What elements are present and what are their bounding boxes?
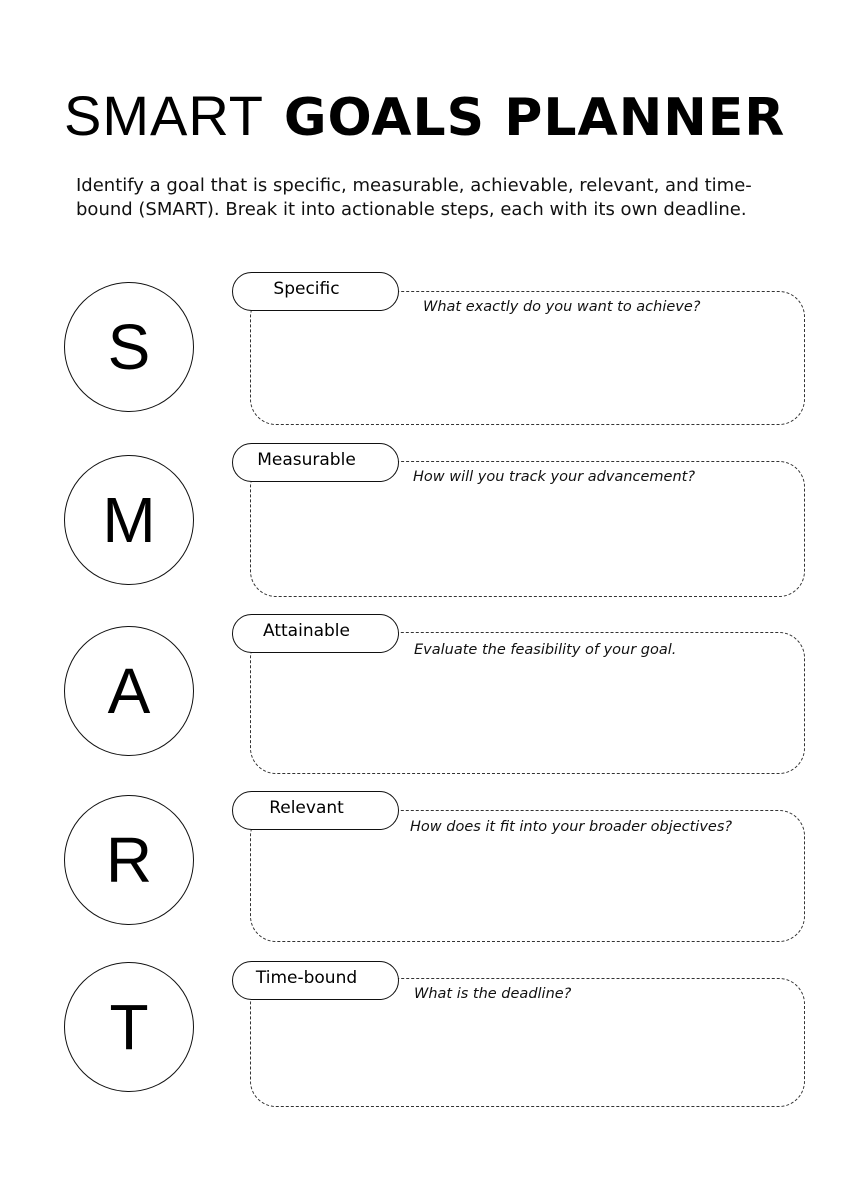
letter-circle-m <box>64 455 194 585</box>
letter-r: R <box>105 824 153 896</box>
label-attainable: Attainable <box>263 620 350 641</box>
label-relevant: Relevant <box>269 797 344 818</box>
page-title <box>64 84 785 150</box>
letter-circle-s <box>64 282 194 412</box>
letter-m: M <box>102 484 156 556</box>
prompt-attainable: Evaluate the feasibility of your goal. <box>414 642 677 658</box>
prompt-time-bound: What is the deadline? <box>414 986 572 1002</box>
letter-s: S <box>107 311 151 383</box>
label-pill-relevant <box>232 791 399 830</box>
label-time-bound: Time-bound <box>255 967 358 988</box>
label-measurable: Measurable <box>257 449 356 470</box>
letter-circle-t <box>64 962 194 1092</box>
prompt-relevant: How does it fit into your broader objectives? <box>410 819 733 835</box>
intro-text: Identify a goal that is specific, measurable, achievable, relevant, and time-bound (SMART). Break it into actionable steps, each with its own deadline. <box>76 175 752 220</box>
prompt-specific: What exactly do you want to achieve? <box>423 299 701 315</box>
label-specific: Specific <box>273 278 340 299</box>
prompt-measurable: How will you track your advancement? <box>413 469 696 485</box>
letter-a: A <box>107 655 151 727</box>
letter-t: T <box>109 991 149 1063</box>
letter-circle-a <box>64 626 194 756</box>
letter-circle-r <box>64 795 194 925</box>
label-pill-attainable <box>232 614 399 653</box>
label-pill-time-bound <box>232 961 399 1000</box>
title-light: SMART <box>64 84 264 147</box>
label-pill-measurable <box>232 443 399 482</box>
title-bold: GOALS PLANNER <box>283 88 786 148</box>
label-pill-specific <box>232 272 399 311</box>
